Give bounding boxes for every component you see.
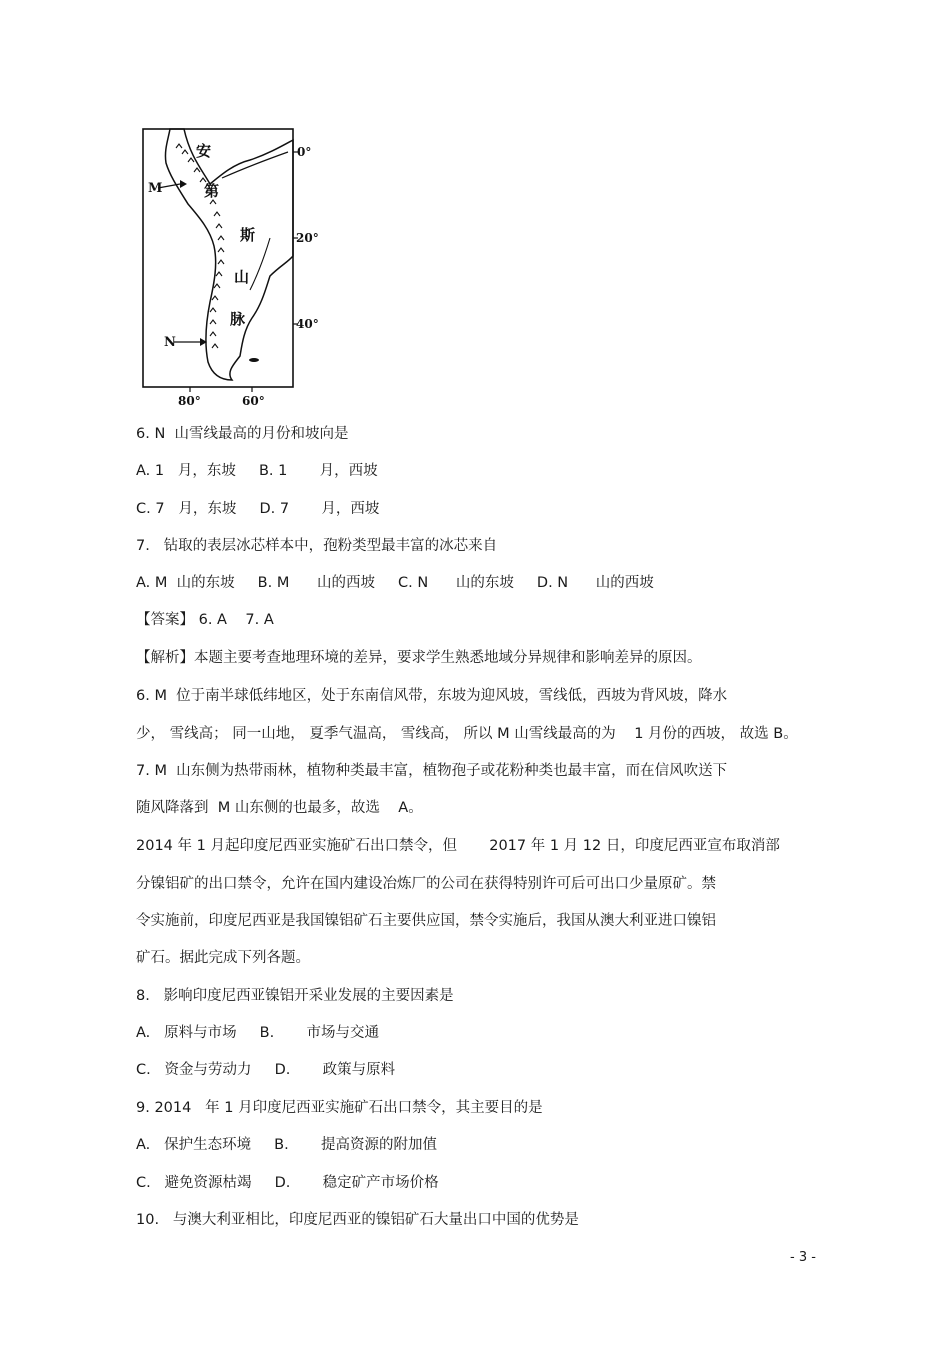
lat-label-0: 0° bbox=[297, 145, 312, 159]
question-9: 9. 2014 年 1 月印度尼西亚实施矿石出口禁令，其主要目的是 bbox=[136, 1100, 543, 1116]
passage-line1: 2014 年 1 月起印度尼西亚实施矿石出口禁令，但 2017 年 1 月 12 日，印度尼西亚宣布取消部 bbox=[136, 838, 780, 854]
label-shan: 山 bbox=[234, 268, 250, 286]
label-mai: 脉 bbox=[230, 310, 246, 328]
question-8-options-cd: C. 资金与劳动力 D. 政策与原料 bbox=[136, 1062, 396, 1078]
m-arrowhead bbox=[180, 180, 187, 188]
question-6-options-ab: A. 1 月，东坡 B. 1 月，西坡 bbox=[136, 463, 378, 479]
river-parana bbox=[250, 238, 270, 290]
passage-line4: 矿石。据此完成下列各题。 bbox=[136, 950, 310, 966]
passage-line2: 分镍铝矿的出口禁令，允许在国内建设冶炼厂的公司在获得特别许可后可出口少量原矿。禁 bbox=[136, 876, 716, 892]
river-amazon bbox=[222, 152, 288, 178]
analysis-7-line2: 随风降落到 M 山东侧的也最多，故选 A。 bbox=[136, 800, 423, 816]
analysis-6-line2: 少， 雪线高； 同一山地， 夏季气温高， 雪线高， 所以 M 山雪线最高的为 1 月份的西坡， 故选 B。 bbox=[136, 726, 798, 742]
lon-label-80: 80° bbox=[178, 394, 201, 408]
question-9-options-ab: A. 保护生态环境 B. 提高资源的附加值 bbox=[136, 1137, 437, 1153]
mountain-symbols bbox=[176, 144, 224, 348]
question-6-options-cd: C. 7 月，东坡 D. 7 月，西坡 bbox=[136, 501, 380, 517]
question-7-options: A. M 山的东坡 B. M 山的西坡 C. N 山的东坡 D. N 山的西坡 bbox=[136, 575, 654, 591]
andes-map bbox=[130, 118, 330, 410]
label-m: M bbox=[148, 181, 163, 196]
question-9-options-cd: C. 避免资源枯竭 D. 稳定矿产市场价格 bbox=[136, 1175, 439, 1191]
analysis-intro: 【解析】本题主要考查地理环境的差异，要求学生熟悉地域分异规律和影响差异的原因。 bbox=[136, 650, 702, 666]
analysis-6-line1: 6. M 位于南半球低纬地区，处于东南信风带，东坡为迎风坡，雪线低，西坡为背风坡，降水 bbox=[136, 688, 728, 704]
question-10: 10. 与澳大利亚相比，印度尼西亚的镍铝矿石大量出口中国的优势是 bbox=[136, 1212, 579, 1228]
page-number: - 3 - bbox=[790, 1250, 816, 1265]
passage-line3: 令实施前，印度尼西亚是我国镍铝矿石主要供应国，禁令实施后，我国从澳大利亚进口镍铝 bbox=[136, 913, 716, 929]
answer-line: 【答案】 6. A 7. A bbox=[136, 612, 274, 628]
question-8: 8. 影响印度尼西亚镍铝开采业发展的主要因素是 bbox=[136, 988, 454, 1004]
lat-label-20: 20° bbox=[296, 231, 319, 245]
question-8-options-ab: A. 原料与市场 B. 市场与交通 bbox=[136, 1025, 379, 1041]
question-7: 7. 钻取的表层冰芯样本中，孢粉类型最丰富的冰芯来自 bbox=[136, 538, 498, 554]
label-n: N bbox=[164, 335, 176, 350]
label-di: 第 bbox=[204, 182, 220, 200]
question-6: 6. N 山雪线最高的月份和坡向是 bbox=[136, 426, 349, 442]
label-si: 斯 bbox=[240, 226, 256, 244]
analysis-7-line1: 7. M 山东侧为热带雨林，植物种类最丰富，植物孢子或花粉种类也最丰富，而在信风吹送下 bbox=[136, 763, 728, 779]
island bbox=[249, 358, 259, 362]
lon-label-60: 60° bbox=[242, 394, 265, 408]
label-an: 安 bbox=[196, 142, 212, 160]
lat-label-40: 40° bbox=[296, 317, 319, 331]
